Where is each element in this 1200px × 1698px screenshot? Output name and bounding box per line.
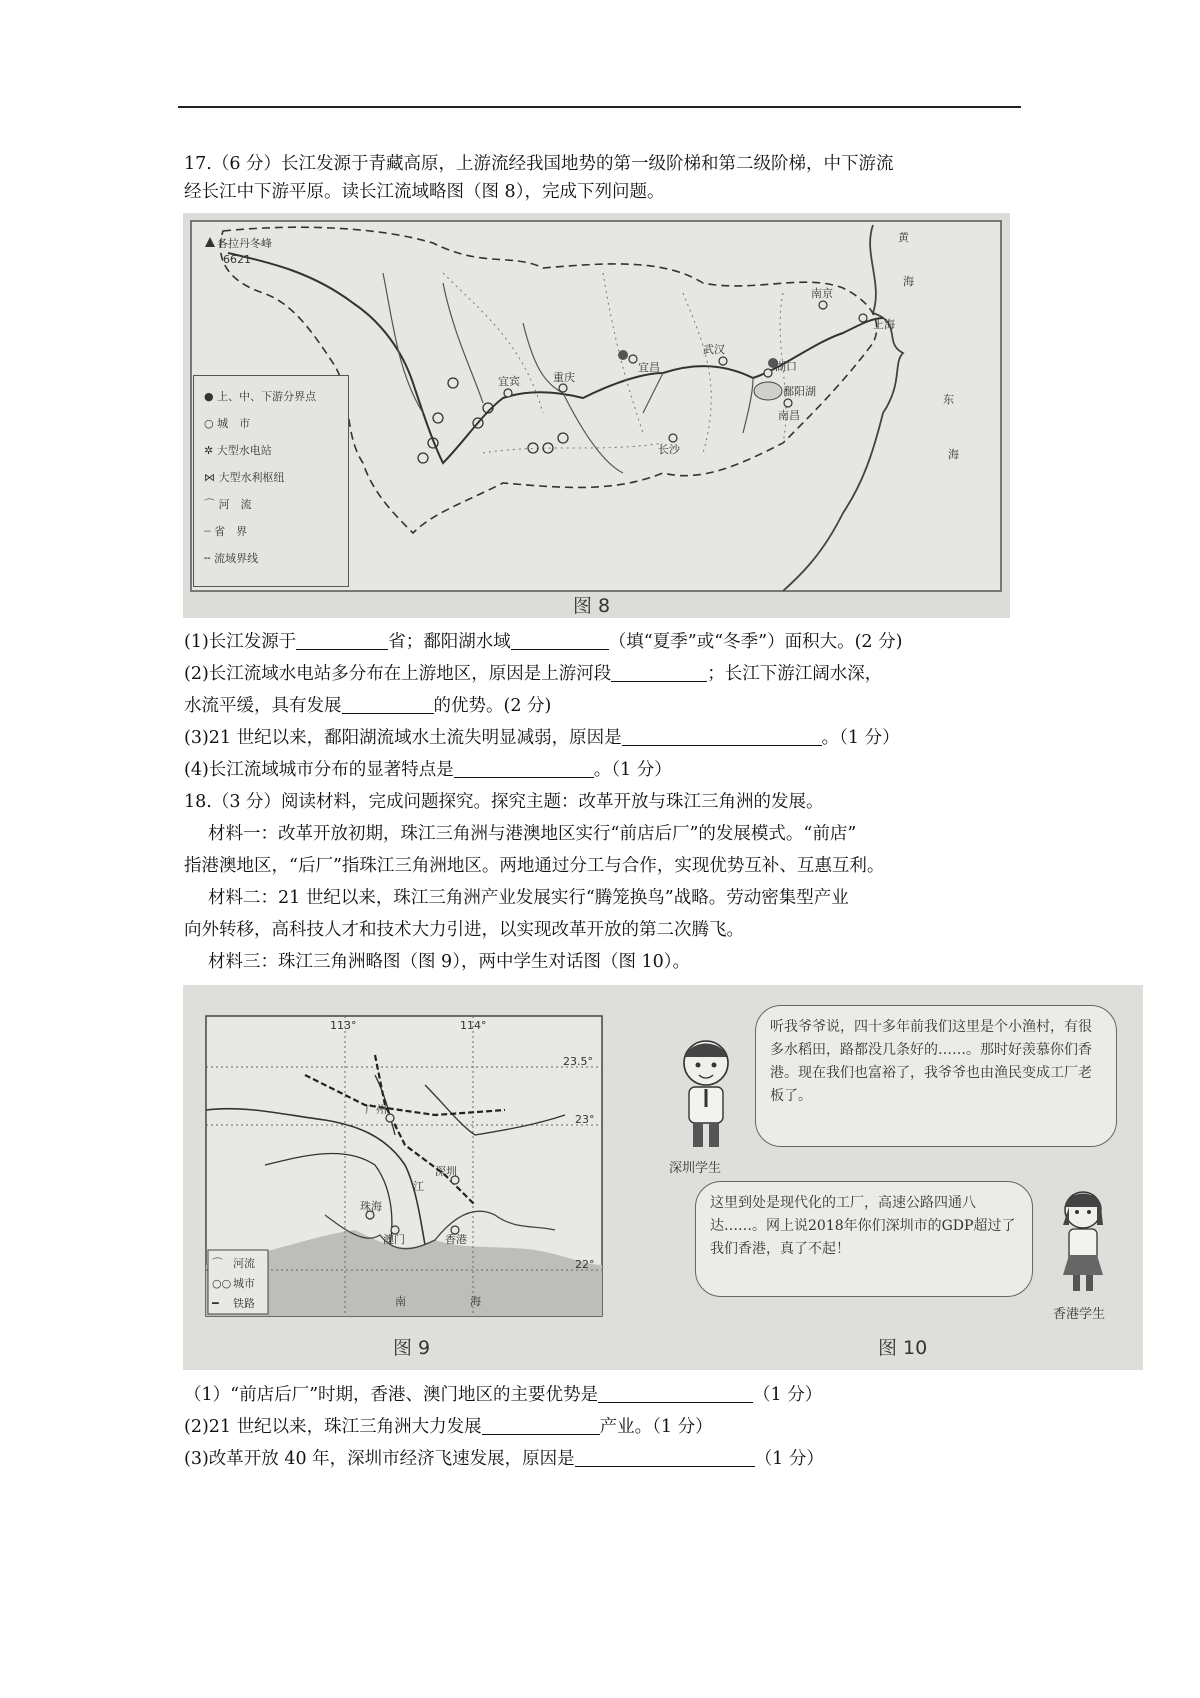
sea-huang-1: 黄 [898,231,909,244]
legend-water-hub: ⋈ 大型水利枢纽 [204,471,285,484]
city-chongqing: 重庆 [553,371,575,384]
q18-part3: (3)改革开放 40 年，深圳市经济飞速发展，原因是 （1 分） [184,1449,824,1469]
legend-rail-icon: ━ [212,1297,219,1310]
city-shanghai: 上海 [873,318,895,331]
lon-113: 113° [330,1019,357,1032]
q18-part2: (2)21 世纪以来，珠江三角洲大力发展 产业。（1 分） [184,1417,713,1437]
city-hongkong: 香港 [445,1233,467,1246]
lat-23-5: 23.5° [563,1055,593,1068]
city-icon: ○ [204,417,214,430]
city-macao: 澳门 [383,1233,405,1246]
lake-poyang: 鄱阳湖 [783,385,816,398]
answer-blank[interactable] [611,663,707,682]
fig8-caption: 图 8 [573,595,611,617]
q18-material1-line1: 材料一：改革开放初期，珠江三角洲与港澳地区实行“前店后厂”的发展模式。“前店” [208,824,857,844]
answer-blank[interactable] [454,759,594,778]
river-icon: ⌒ [204,498,215,511]
legend-division-point: ● 上、中、下游分界点 [204,390,317,403]
province-border-icon: ┈ [204,525,211,538]
sea-hai: 海 [470,1295,481,1308]
legend-city: ○ 城 市 [204,417,251,430]
fig8-legend [193,375,349,587]
city-nanjing: 南京 [811,287,833,300]
q18-stem: 18.（3 分）阅读材料，完成问题探究。探究主题：改革开放与珠江三角洲的发展。 [184,792,824,812]
answer-blank[interactable] [622,727,822,746]
q18-material2-line1: 材料二：21 世纪以来，珠江三角洲产业发展实行“腾笼换鸟”战略。劳动密集型产业 [208,888,849,908]
legend-river-icon: ⌒ [212,1257,223,1270]
lon-114: 114° [460,1019,487,1032]
q18-material3: 材料三：珠江三角洲略图（图 9），两中学生对话图（图 10）。 [208,952,691,972]
figure-9-10-panel [183,985,1143,1370]
lat-23: 23° [575,1113,595,1126]
water-hub-icon: ⋈ [204,471,215,484]
header-rule [178,106,1021,108]
fig10-caption: 图 10 [878,1337,928,1359]
q17-part2-line2: 水流平缓，具有发展 的优势。(2 分) [184,696,552,716]
q17-part4: (4)长江流域城市分布的显著特点是 。（1 分） [184,760,672,780]
hongkong-student-speech: 这里到处是现代化的工厂，高速公路四通八达……。网上说2018年你们深圳市的GDP超过了我们香港，真了不起！ [695,1181,1033,1297]
shenzhen-student-label: 深圳学生 [669,1161,722,1176]
q17-stem-line2: 经长江中下游平原。读长江流域略图（图 8），完成下列问题。 [184,182,665,202]
lat-22: 22° [575,1258,595,1271]
shenzhen-student-illustration [671,1035,741,1155]
city-nanchang: 南昌 [778,409,800,422]
figure-8-yangtze-map [183,213,1010,618]
city-guangzhou: 广州 [365,1103,387,1116]
legend-city-label: 城市 [233,1277,255,1290]
city-yichang: 宜昌 [638,361,660,374]
q18-material1-line2: 指港澳地区，“后厂”指珠江三角洲地区。两地通过分工与合作，实现优势互补、互惠互利。 [184,856,885,876]
answer-blank[interactable] [598,1384,753,1403]
q18-material2-line2: 向外转移，高科技人才和技术大力引进，以实现改革开放的第二次腾飞。 [184,920,744,940]
river-jiang-label: 江 [413,1180,424,1193]
sea-dong-2: 海 [948,448,959,461]
legend-river: ⌒ 河 流 [204,498,252,511]
q17-part1: (1)长江发源于 省；鄱阳湖水域 （填“夏季”或“冬季”）面积大。(2 分) [184,632,903,652]
hydro-station-icon: ✲ [204,444,214,457]
legend-basin-boundary: ╌ 流域界线 [204,552,259,565]
q17-part2-line1: (2)长江流域水电站多分布在上游地区，原因是上游河段 ；长江下游江阔水深， [184,664,883,684]
fig9-caption: 图 9 [393,1337,431,1359]
q17-stem-line1: 17.（6 分）长江发源于青藏高原，上游流经我国地势的第一级阶梯和第二级阶梯，中下游流 [184,154,894,174]
city-wuhan: 武汉 [703,343,725,356]
legend-province-border: ┈ 省 界 [204,525,248,538]
answer-blank[interactable] [511,631,609,650]
sea-huang-2: 海 [903,275,914,288]
peak-name: 各拉丹冬峰 [217,237,272,250]
answer-blank[interactable] [482,1416,600,1435]
sea-nan: 南 [395,1295,406,1308]
hongkong-student-label: 香港学生 [1053,1307,1106,1322]
city-hukou: 湖口 [775,360,797,373]
sea-dong-1: 东 [943,393,954,406]
city-shenzhen: 深圳 [435,1165,457,1178]
city-zhuhai: 珠海 [360,1200,382,1213]
legend-city-icon: ○○ [212,1277,232,1290]
legend-rail-label: 铁路 [233,1297,255,1310]
q17-part3: (3)21 世纪以来，鄱阳湖流域水土流失明显减弱，原因是 。（1 分） [184,728,900,748]
hongkong-student-illustration [1053,1185,1113,1295]
answer-blank[interactable] [342,695,434,714]
shenzhen-student-speech: 听我爷爷说，四十多年前我们这里是个小渔村，有很多水稻田，路都没几条好的……。那时好羡慕你们香港。现在我们也富裕了，我爷爷也由渔民变成工厂老板了。 [755,1005,1117,1147]
pearl-river-delta-map [205,1015,625,1360]
answer-blank[interactable] [296,631,388,650]
answer-blank[interactable] [575,1448,755,1467]
legend-hydro-station: ✲ 大型水电站 [204,444,272,457]
basin-boundary-icon: ╌ [204,552,211,565]
division-point-icon: ● [204,390,214,403]
peak-elevation: 6621 [223,253,251,266]
q18-part1: （1）“前店后厂”时期，香港、澳门地区的主要优势是 （1 分） [184,1385,823,1405]
legend-river-label: 河流 [233,1257,255,1270]
city-yibin: 宜宾 [498,375,520,388]
city-changsha: 长沙 [658,443,680,456]
